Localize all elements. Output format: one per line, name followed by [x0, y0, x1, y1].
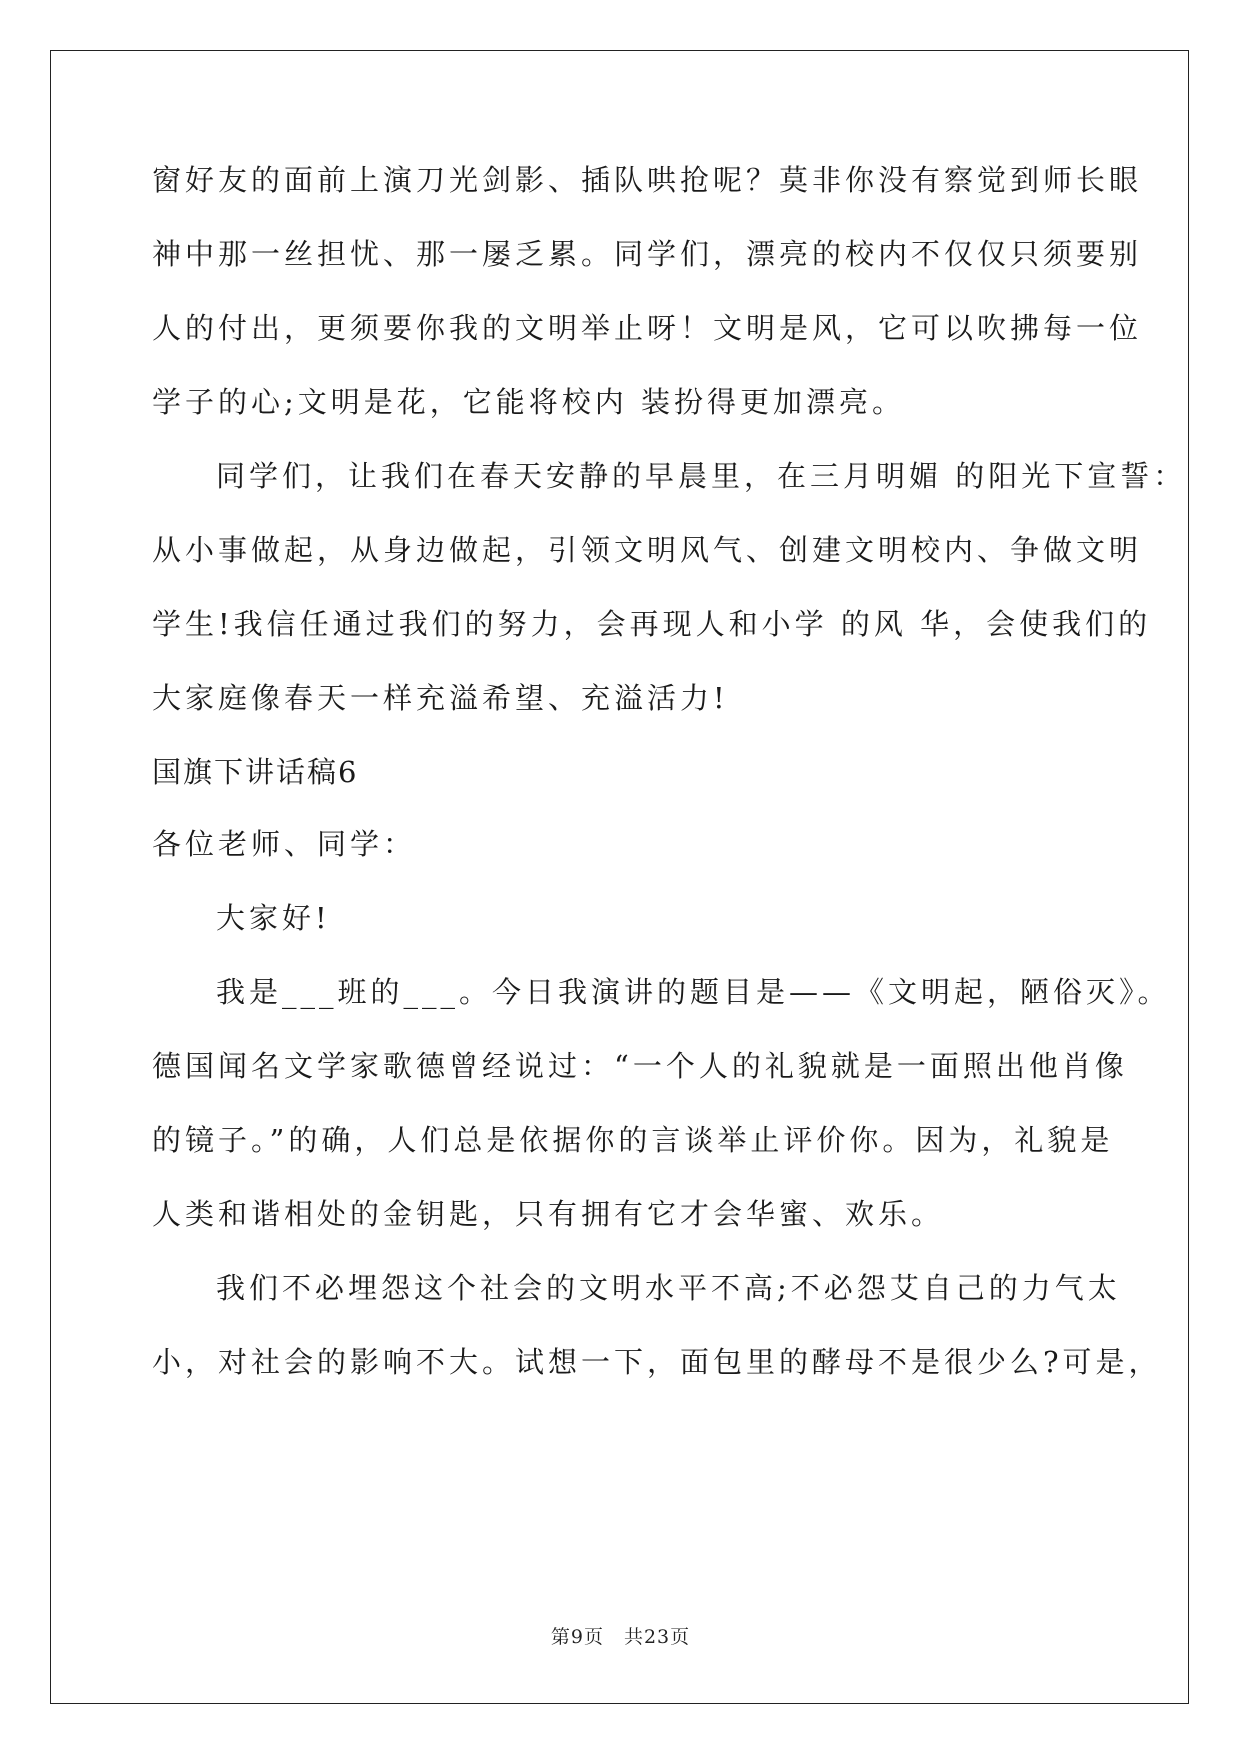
text-line: 学子的心;文明是花，它能将校内 装扮得更加漂亮。: [152, 385, 905, 419]
text-line: 德国闻名文学家歌德曾经说过：“一个人的礼貌就是一面照出他肖像: [152, 1049, 1128, 1083]
text-line: 人的付出，更须要你我的文明举止呀！文明是风，它可以吹拂每一位: [152, 311, 1143, 345]
text-line: 神中那一丝担忧、那一屡乏累。同学们，漂亮的校内不仅仅只须要别: [152, 237, 1143, 271]
page-border: [50, 50, 1189, 1704]
section-heading: 国旗下讲话稿6: [152, 755, 359, 789]
text-line: 学生!我信任通过我们的努力，会再现人和小学 的风 华，会使我们的: [152, 607, 1152, 641]
text-line: 大家庭像春天一样充溢希望、充溢活力!: [152, 681, 729, 715]
text-line: 窗好友的面前上演刀光剑影、插队哄抢呢？莫非你没有察觉到师长眼: [152, 163, 1143, 197]
text-line: 的镜子。”的确，人们总是依据你的言谈举止评价你。因为，礼貌是: [152, 1123, 1114, 1157]
text-line: 人类和谐相处的金钥匙，只有拥有它才会华蜜、欢乐。: [152, 1197, 945, 1231]
salutation: 各位老师、同学：: [152, 827, 417, 861]
text-line: 从小事做起，从身边做起，引领文明风气、创建文明校内、争做文明: [152, 533, 1143, 567]
page-number: 第9页 共23页: [550, 1626, 691, 1648]
text-line: 小，对社会的影响不大。试想一下，面包里的酵母不是很少么?可是，: [152, 1345, 1162, 1379]
paragraph-start-line: 同学们，让我们在春天安静的早晨里，在三月明媚 的阳光下宣誓：: [216, 459, 1187, 493]
paragraph-start-line: 我们不必埋怨这个社会的文明水平不高;不必怨艾自己的力气太: [216, 1271, 1121, 1305]
greeting: 大家好!: [216, 901, 331, 935]
paragraph-start-line: 我是___班的___。今日我演讲的题目是——《文明起，陋俗灭》。: [216, 975, 1171, 1009]
